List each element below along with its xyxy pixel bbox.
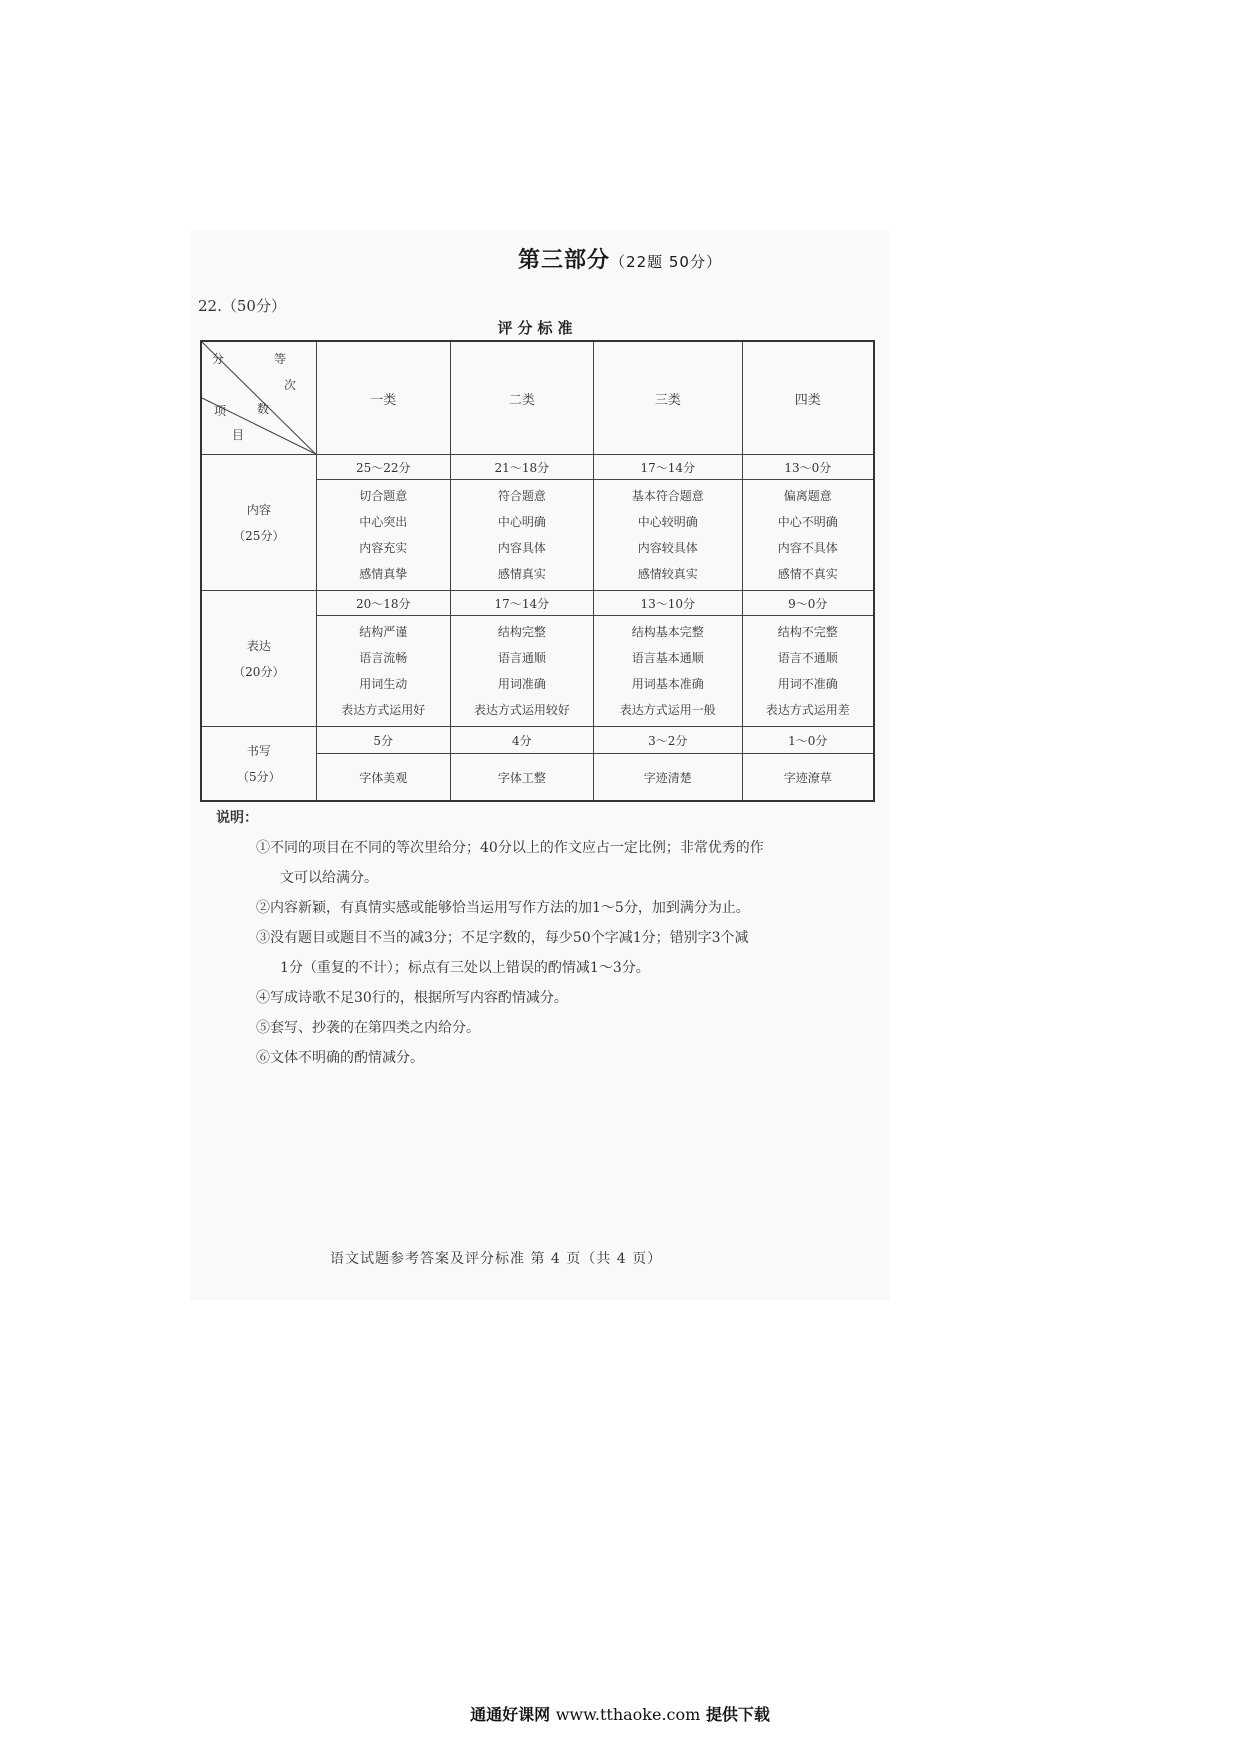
content-range-row [201, 455, 874, 480]
score-range: 3～2分 [593, 727, 742, 754]
site-footer [0, 1702, 1240, 1725]
criteria-cell [450, 480, 593, 591]
note-line: ③没有题目或题目不当的减3分；不足字数的，每少50个字减1分；错别字3个减 [256, 930, 749, 946]
score-range: 13～10分 [593, 591, 742, 616]
criterion: 符合题意 [497, 489, 546, 503]
criteria-cell [742, 616, 874, 727]
score-range: 5分 [316, 727, 450, 754]
criterion: 字迹潦草 [742, 754, 874, 802]
criterion: 用词基本准确 [631, 677, 704, 691]
item-content-points: （25分） [233, 528, 285, 543]
criterion: 表达方式运用好 [341, 703, 426, 717]
score-range: 9～0分 [742, 591, 874, 616]
criterion: 内容充实 [359, 541, 408, 555]
criterion: 切合题意 [359, 489, 408, 503]
criteria-cell [316, 616, 450, 727]
item-expression-points: （20分） [233, 664, 285, 679]
criterion: 语言基本通顺 [631, 651, 704, 665]
page-footer: 语文试题参考答案及评分标准 第 4 页（共 4 页） [330, 1251, 663, 1267]
site-name: 通通好课网 [470, 1705, 551, 1724]
note-line: ④写成诗歌不足30行的，根据所写内容酌情减分。 [256, 990, 568, 1006]
item-expression [201, 591, 316, 727]
note-line: 1分（重复的不计）；标点有三处以上错误的酌情减1～3分。 [280, 960, 650, 976]
question-label: 22.（50分） [198, 297, 286, 315]
criterion: 用词不准确 [777, 677, 838, 691]
score-range: 13～0分 [742, 455, 874, 480]
grade-header-2: 二类 [450, 341, 593, 455]
criterion: 感情较真实 [637, 567, 698, 581]
corner-label-ci: 次 [284, 378, 297, 392]
item-writing [201, 727, 316, 802]
site-url[interactable]: www.tthaoke.com [555, 1705, 701, 1724]
criteria-cell [742, 480, 874, 591]
criterion: 字体美观 [316, 754, 450, 802]
item-content-name: 内容 [246, 502, 271, 517]
item-expression-name: 表达 [246, 638, 271, 653]
item-writing-points: （5分） [237, 769, 281, 784]
criterion: 内容不具体 [777, 541, 838, 555]
criteria-cell [450, 616, 593, 727]
score-range: 17～14分 [593, 455, 742, 480]
criterion: 结构完整 [497, 625, 546, 639]
grading-table [200, 340, 875, 802]
criteria-cell [593, 616, 742, 727]
corner-label-mu: 目 [232, 428, 245, 442]
criterion: 语言流畅 [359, 651, 408, 665]
criterion: 语言不通顺 [777, 651, 838, 665]
criterion: 表达方式运用差 [765, 703, 850, 717]
score-range: 1～0分 [742, 727, 874, 754]
grade-header-4: 四类 [742, 341, 874, 455]
score-range: 17～14分 [450, 591, 593, 616]
corner-label-fen: 分 [212, 352, 225, 366]
note-line: ⑤套写、抄袭的在第四类之内给分。 [256, 1020, 480, 1036]
criterion: 偏离题意 [783, 489, 832, 503]
criterion: 字体工整 [450, 754, 593, 802]
section-title [0, 243, 1240, 274]
grade-header-1: 一类 [316, 341, 450, 455]
corner-label-xiang: 项 [214, 404, 227, 418]
criterion: 基本符合题意 [631, 489, 704, 503]
criterion: 中心不明确 [777, 515, 838, 529]
site-suffix: 提供下载 [705, 1705, 770, 1724]
notes-title: 说明： [216, 810, 258, 826]
corner-label-shu: 数 [257, 402, 270, 416]
criterion: 内容具体 [497, 541, 546, 555]
note-line: 文可以给满分。 [280, 870, 378, 886]
criterion: 内容较具体 [637, 541, 698, 555]
item-writing-name: 书写 [246, 743, 271, 758]
score-range: 21～18分 [450, 455, 593, 480]
criterion: 感情真实 [497, 567, 546, 581]
criterion: 结构基本完整 [631, 625, 704, 639]
criterion: 用词生动 [359, 677, 408, 691]
criterion: 字迹清楚 [593, 754, 742, 802]
criterion: 结构不完整 [777, 625, 838, 639]
corner-label-deng: 等 [274, 352, 287, 366]
expression-range-row [201, 591, 874, 616]
criterion: 用词准确 [497, 677, 546, 691]
criterion: 语言通顺 [497, 651, 546, 665]
criterion: 中心突出 [359, 515, 408, 529]
grade-header-3: 三类 [593, 341, 742, 455]
criterion: 结构严谨 [359, 625, 408, 639]
table-caption: 评分标准 [497, 319, 578, 337]
criteria-cell [316, 480, 450, 591]
grade-header-row [201, 341, 874, 455]
section-title-sub: （22题 50分） [610, 253, 722, 271]
section-title-main: 第三部分 [518, 248, 611, 273]
notes-section [218, 803, 878, 1073]
criteria-cell [593, 480, 742, 591]
note-line: ①不同的项目在不同的等次里给分；40分以上的作文应占一定比例；非常优秀的作 [256, 840, 764, 856]
criterion: 中心较明确 [637, 515, 698, 529]
criterion: 感情真挚 [359, 567, 408, 581]
criterion: 表达方式运用一般 [619, 703, 716, 717]
score-range: 4分 [450, 727, 593, 754]
corner-header-cell [201, 341, 316, 455]
criterion: 表达方式运用较好 [473, 703, 570, 717]
writing-range-row [201, 727, 874, 754]
score-range: 25～22分 [316, 455, 450, 480]
criterion: 感情不真实 [777, 567, 838, 581]
criterion: 中心明确 [497, 515, 546, 529]
note-line: ②内容新颖，有真情实感或能够恰当运用写作方法的加1～5分，加到满分为止。 [256, 900, 750, 916]
score-range: 20～18分 [316, 591, 450, 616]
item-content [201, 455, 316, 591]
note-line: ⑥文体不明确的酌情减分。 [256, 1050, 424, 1066]
